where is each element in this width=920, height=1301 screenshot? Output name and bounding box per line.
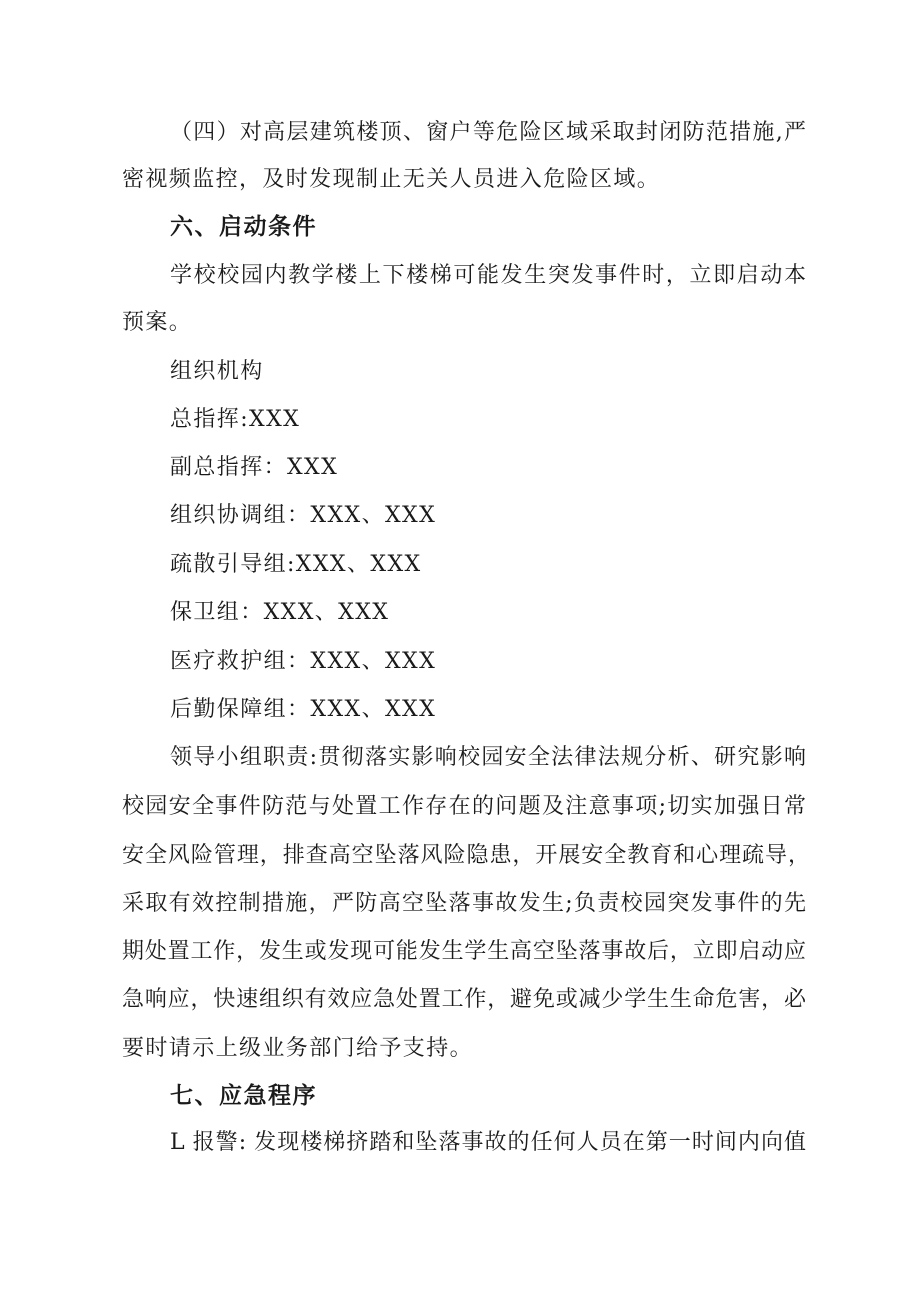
paragraph-line: 预案。 bbox=[122, 310, 193, 335]
paragraph-line: 领导小组职责:贯彻落实影响校园安全法律法规分析、研究影响 bbox=[170, 745, 806, 770]
role-line: 组织协调组：XXX、XXX bbox=[170, 503, 437, 528]
paragraph-line: 要时请示上级业务部门给予支持。 bbox=[122, 1036, 474, 1061]
paragraph-line: 校园安全事件防范与处置工作存在的问题及注意事项;切实加强日常 bbox=[122, 794, 806, 819]
section-heading: 六、启动条件 bbox=[170, 214, 317, 240]
paragraph-line: 急响应，快速组织有效应急处置工作，避免或减少学生生命危害，必 bbox=[122, 987, 806, 1012]
role-line: 总指挥:XXX bbox=[170, 407, 301, 432]
role-line: 副总指挥：XXX bbox=[170, 455, 339, 480]
paragraph-line: 学校校园内教学楼上下楼梯可能发生突发事件时，立即启动本 bbox=[170, 263, 806, 288]
paragraph-line: （四）对高层建筑楼顶、窗户等危险区域采取封闭防范措施,严 bbox=[170, 120, 806, 145]
paragraph-line: 采取有效控制措施，严防高空坠落事故发生;负责校园突发事件的先 bbox=[122, 891, 806, 916]
role-line: 保卫组：XXX、XXX bbox=[170, 600, 390, 625]
section-heading: 七、应急程序 bbox=[170, 1083, 317, 1109]
paragraph-line: 安全风险管理，排查高空坠落风险隐患，开展安全教育和心理疏导， bbox=[122, 843, 810, 868]
paragraph-line: L 报警: 发现楼梯挤踏和坠落事故的任何人员在第一时间内向值 bbox=[170, 1130, 806, 1155]
paragraph-line: 密视频监控，及时发现制止无关人员进入危险区域。 bbox=[122, 167, 661, 192]
org-title: 组织机构 bbox=[170, 359, 264, 384]
paragraph-line: 期处置工作，发生或发现可能发生学生高空坠落事故后，立即启动应 bbox=[122, 939, 806, 964]
role-line: 疏散引导组:XXX、XXX bbox=[170, 552, 422, 577]
role-line: 医疗救护组：XXX、XXX bbox=[170, 649, 437, 674]
role-line: 后勤保障组：XXX、XXX bbox=[170, 697, 437, 722]
